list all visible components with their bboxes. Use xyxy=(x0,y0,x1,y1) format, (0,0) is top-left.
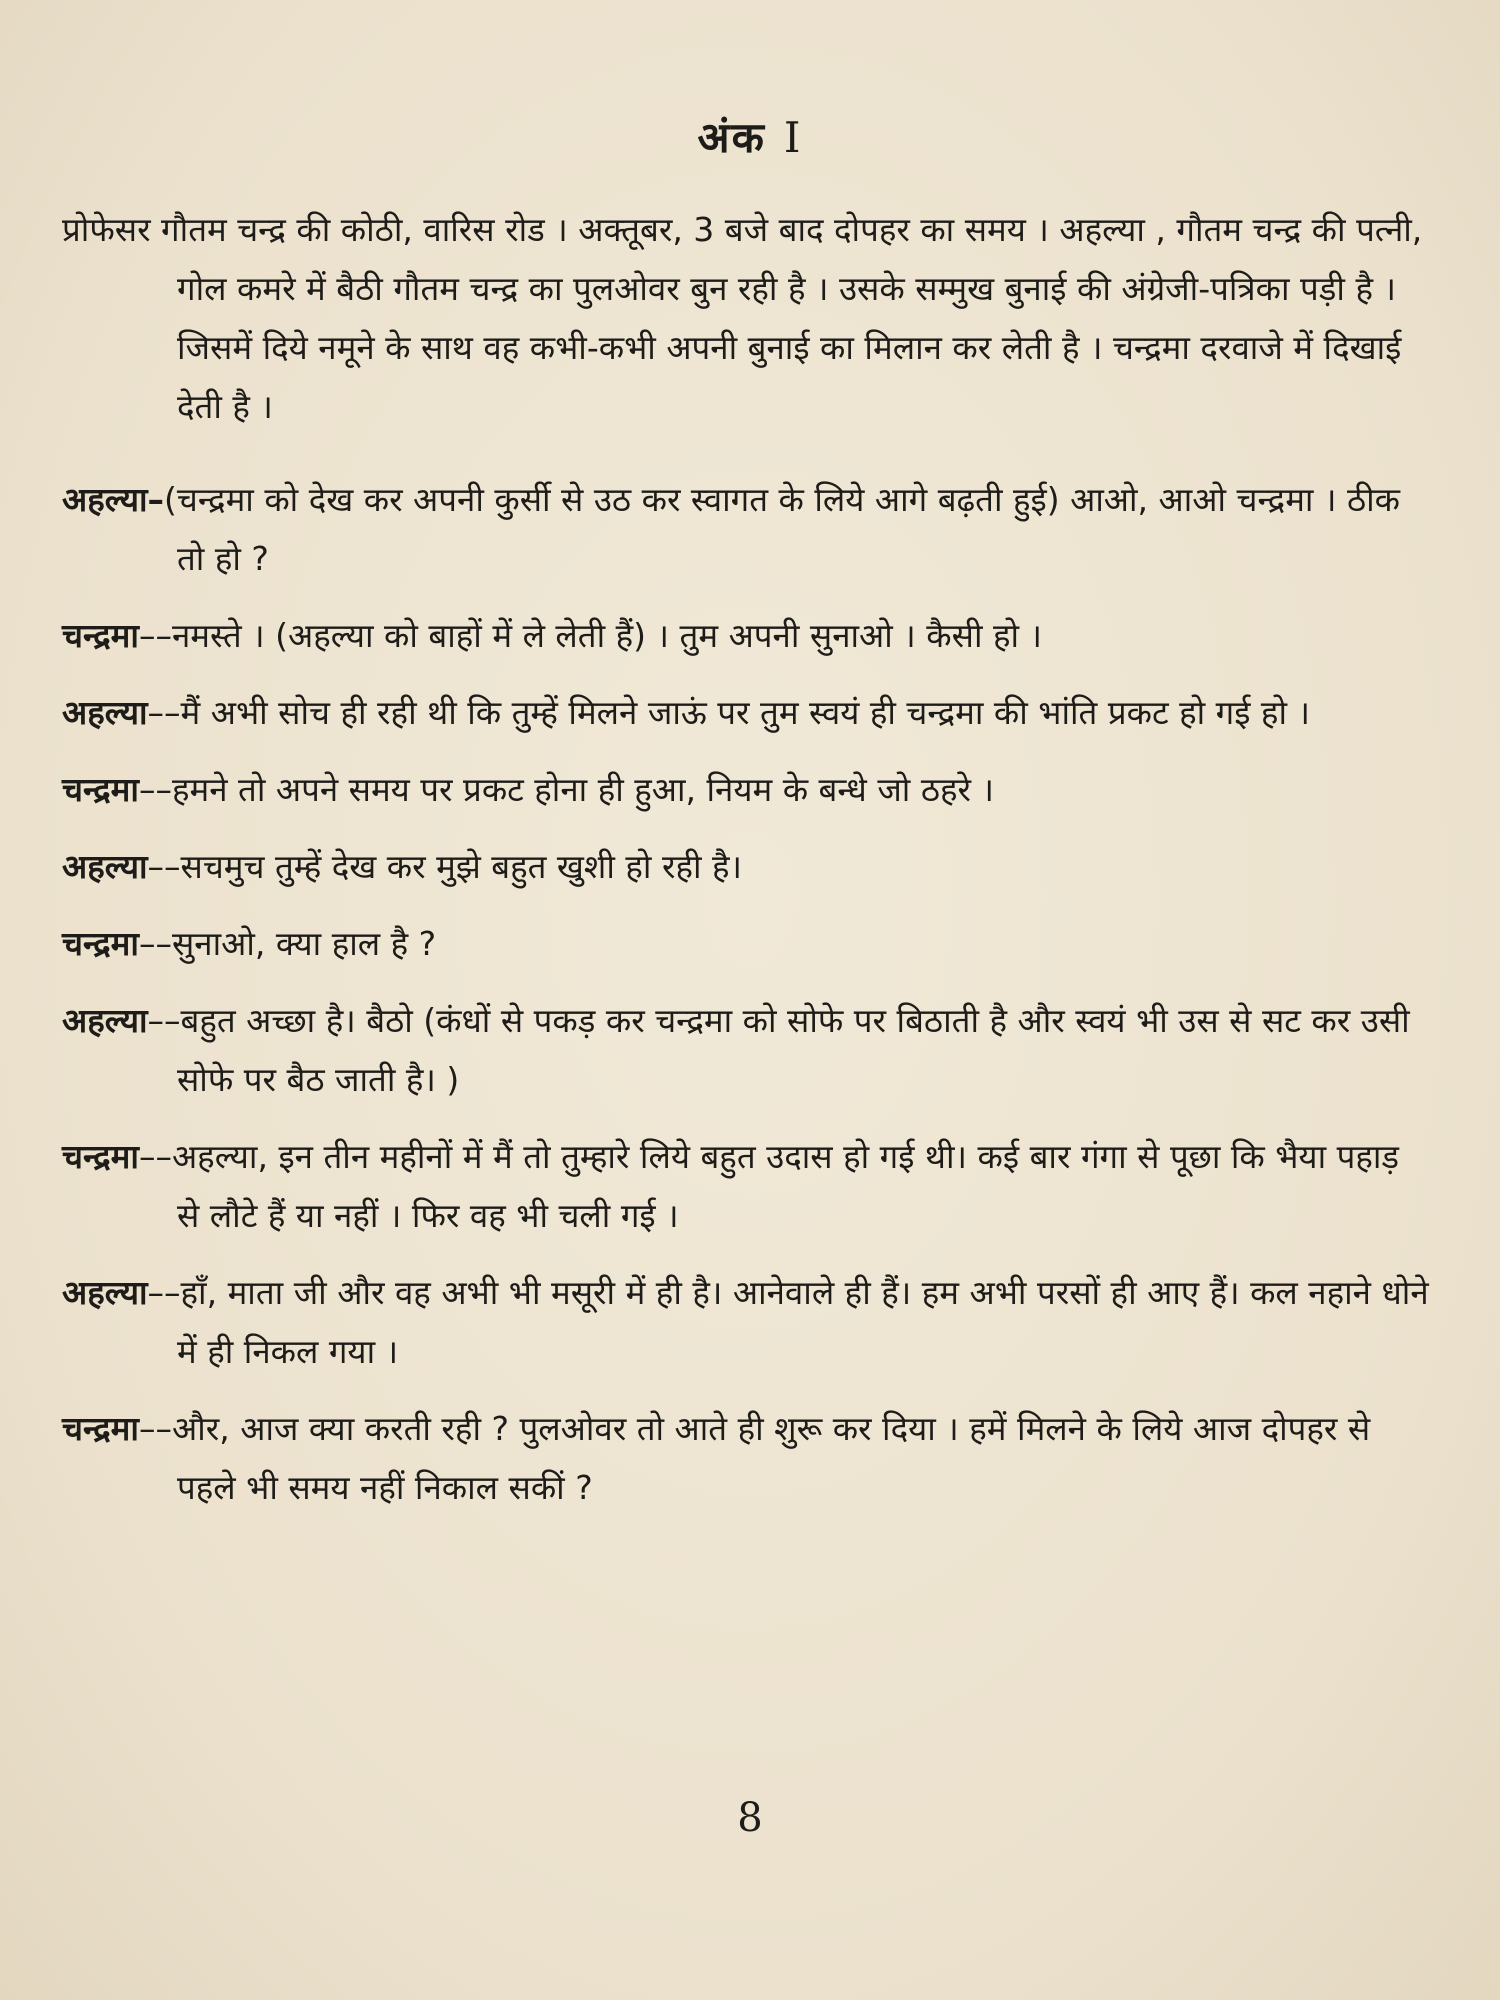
speaker: अहल्या xyxy=(62,847,148,886)
speaker: चन्द्रमा xyxy=(62,924,139,963)
dialogue-line xyxy=(62,1127,1430,1245)
dialogue-line xyxy=(62,1263,1430,1381)
dialogue-line xyxy=(62,837,1430,896)
line-text: ––हमने तो अपने समय पर प्रकट होना ही हुआ, नियम के बन्धे जो ठहरे । xyxy=(138,770,995,809)
dialogue-line xyxy=(62,470,1430,588)
speaker: चन्द्रमा xyxy=(62,1137,139,1176)
speaker: अहल्या xyxy=(62,1001,148,1040)
speaker: चन्द्रमा xyxy=(62,1409,139,1448)
stage-direction: प्रोफेसर गौतम चन्द्र की कोठी, वारिस रोड । अक्तूबर, 3 बजे बाद दोपहर का समय । अहल्या , गौतम चन्द्र की पत्नी, गोल कमरे में बैठी गौतम चन्द्र का पुलओवर बुन रही है । उसके सम्मुख बुनाई की अंग्रेजी-पत्रिका पड़ी है ।जिसमें दिये नमूने के साथ वह कभी-कभी अपनी बुनाई का मिलान कर लेती है । चन्द्रमा दरवाजे में दिखाई देती है । xyxy=(62,210,1423,426)
line-text: ––सुनाओ, क्या हाल है ? xyxy=(138,924,437,963)
line-text: ––हाँ, माता जी और वह अभी भी मसूरी में ही है। आनेवाले ही हैं। हम अभी परसों ही आए हैं। कल नहाने धोने में ही निकल गया । xyxy=(147,1273,1429,1371)
dialogue-line xyxy=(62,914,1430,973)
dialogue-line xyxy=(62,1399,1430,1517)
speaker: अहल्या– xyxy=(62,480,165,519)
line-text: ––सचमुच तुम्हें देख कर मुझे बहुत खुशी हो रही है। xyxy=(147,847,743,886)
line-text: ––अहल्या, इन तीन महीनों में मैं तो तुम्हारे लिये बहुत उदास हो गई थी। कई बार गंगा से पूछा कि भैया पहाड़ से लौटे हैं या नहीं । फिर वह भी चली गई । xyxy=(138,1137,1400,1235)
dialogue-line xyxy=(62,683,1430,742)
dialogue-line xyxy=(62,991,1430,1109)
line-text: ––मैं अभी सोच ही रही थी कि तुम्हें मिलने जाऊं पर तुम स्वयं ही चन्द्रमा की भांति प्रकट हो गई हो । xyxy=(147,693,1310,732)
speaker: अहल्या xyxy=(62,1273,148,1312)
speaker: अहल्या xyxy=(62,693,148,732)
speaker: चन्द्रमा xyxy=(62,770,139,809)
line-text: (चन्द्रमा को देख कर अपनी कुर्सी से उठ कर स्वागत के लिये आगे बढ़ती हुई) आओ, आओ चन्द्रमा । ठीक तो हो ? xyxy=(164,480,1401,578)
dialogue-line xyxy=(62,760,1430,819)
dialogue-line xyxy=(62,606,1430,665)
line-text: ––और, आज क्या करती रही ? पुलओवर तो आते ही शुरू कर दिया । हमें मिलने के लिये आज दोपहर से पहले भी समय नहीं निकाल सकीं ? xyxy=(138,1409,1371,1507)
act-number: I xyxy=(783,113,803,162)
page-number: 8 xyxy=(737,1795,763,1841)
line-text: ––नमस्ते । (अहल्या को बाहों में ले लेती हैं) । तुम अपनी सुनाओ । कैसी हो । xyxy=(138,616,1043,655)
act-label: अंक xyxy=(697,113,766,162)
act-heading xyxy=(0,108,1500,165)
play-text xyxy=(62,200,1430,1535)
line-text: ––बहुत अच्छा है। बैठो (कंधों से पकड़ कर चन्द्रमा को सोफे पर बिठाती है और स्वयं भी उस से सट कर उसी सोफे पर बैठ जाती है। ) xyxy=(147,1001,1410,1099)
speaker: चन्द्रमा xyxy=(62,616,139,655)
